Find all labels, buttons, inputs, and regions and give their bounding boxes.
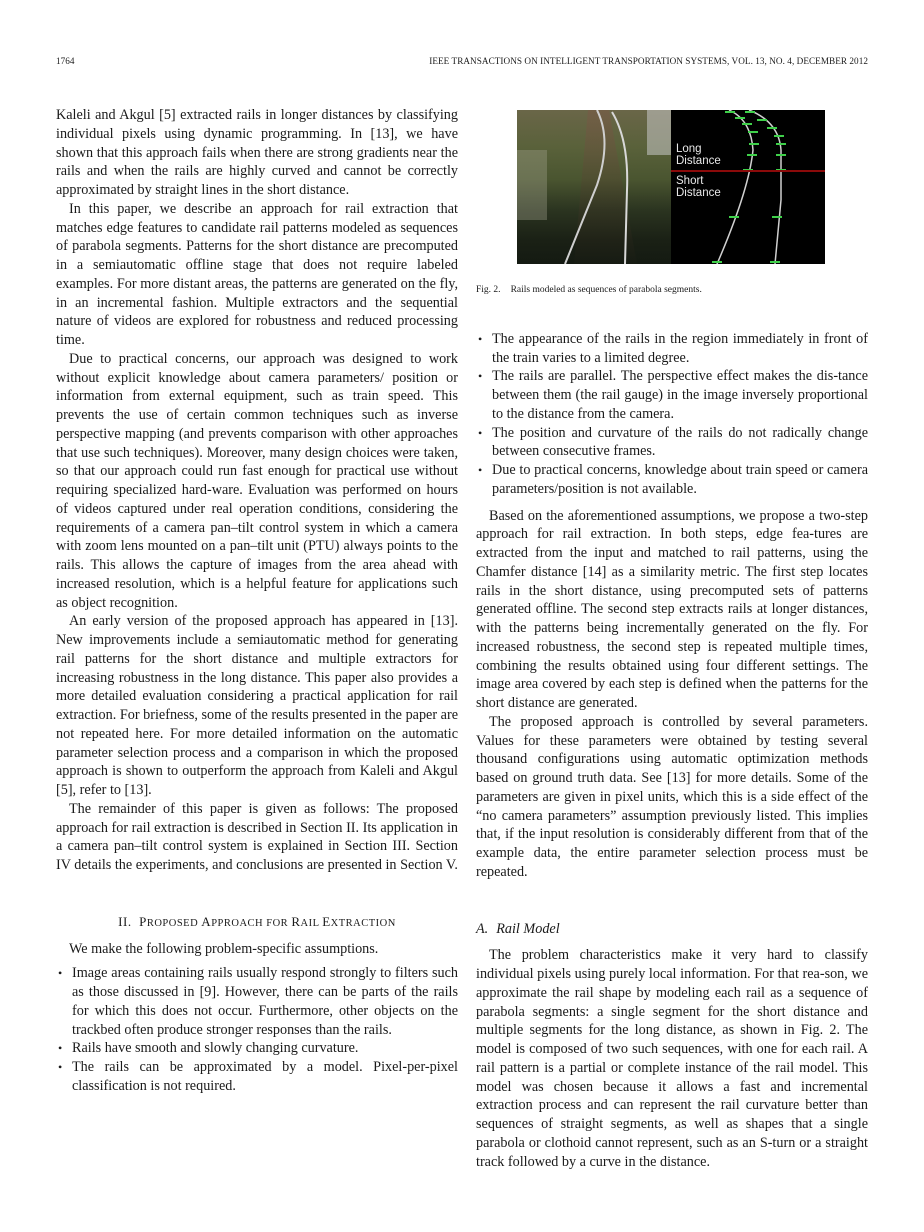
paragraph: Kaleli and Akgul [5] extracted rails in longer distances by classifying individual pixels using dynamic programming. In [13], we have shown that this approach fails when there are strong gradients near the rails and when the rails are highly curved and cannot be correctly approximated by straight lines in the short distance. — [56, 107, 458, 198]
photo-rails-graphic — [517, 110, 671, 264]
list-item: • The rails are parallel. The perspective effect makes the dis-tance between them (the rail gauge) in the image inversely proportional to the distance from the camera. — [476, 367, 868, 423]
left-column — [56, 106, 458, 1096]
running-header — [56, 56, 868, 70]
list-item: • The rails can be approximated by a model. Pixel-per-pixel classification is not required. — [56, 1058, 458, 1096]
paragraph: Based on the aforementioned assumptions, we propose a two-step approach for rail extraction. In both steps, edge fea-tures are extracted from the input and matched to rail patterns, using the Chamfer distance [14] as a similarity metric. The first step locates rails in the short distance, using precomputed sets of patterns generated offline. The second step extracts rails at longer distances, with the patterns being incrementally generated on the fly. For increased robustness, the second step is repeated multiple times, combining the results obtained using four different settings. The image area covered by each step is defined when the patterns for the short distance are generated. — [476, 507, 868, 711]
list-item: • The position and curvature of the rails do not radically change between consecutive frames. — [476, 424, 868, 462]
paragraph: In this paper, we describe an approach for rail extraction that matches edge features to candidate rail patterns modeled as sequences of parabola segments. Patterns for the short distance are precomputed in a semiautomatic offline stage that does not require labeled examples. For more distant areas, the patterns are generated on the fly, in an incremental fashion. Multiple extractors and the sequential nature of videos are explored for robustness and reduced processing time. — [56, 200, 458, 348]
assumptions-list — [56, 964, 458, 1095]
paragraph: The proposed approach is controlled by several parameters. Values for these parameters were obtained by testing several thousand configurations using automatic optimization methods based on ground truth data. See [13] for more details. Some of the parameters are given in pixel units, which this is a side effect of the “no camera parameters” assumption previously listed. This implies that, if the input resolution is considerably different from that of the example data, the entire parameter selection process must be repeated. — [476, 713, 868, 880]
list-item: • Due to practical concerns, knowledge about train speed or camera parameters/position is not available. — [476, 461, 868, 499]
label-short: Short — [676, 175, 704, 187]
list-item: • Rails have smooth and slowly changing curvature. — [56, 1039, 458, 1058]
section-title: PROPOSED APPROACH FOR RAIL EXTRACTION — [139, 913, 396, 929]
label-distance-long: Distance — [676, 155, 721, 167]
subsection-heading — [476, 920, 868, 939]
rail-model-diagram — [671, 110, 825, 264]
paragraph: An early version of the proposed approach has appeared in [13]. New improvements include a semiautomatic method for generating rail patterns for the short distance and multiple extractors for increasing robustness in the long distance. This paper also provides a more detailed evaluation considering a practical application for rail extraction. For briefness, some of the results presented in the paper are not repeated here. For more detailed information on the automatic parameter selection process and a comparison in which the proposed approach is shown to outperform the approach from Kaleli and Akgul [5], refer to [13]. — [56, 613, 458, 798]
figure-rail-model — [517, 110, 825, 264]
paragraph: The remainder of this paper is given as follows: The proposed approach for rail extraction is described in Section II. Its application in a camera pan–tilt control system is explained in Section III. Section IV details the experiments, and conclusions are presented in Section V. — [56, 800, 458, 873]
assumptions-list-continued — [476, 330, 868, 499]
paragraph: Due to practical concerns, our approach was designed to work without explicit knowledge about camera parameters/ position or information from external equipment, such as train speed. This prevents the use of certain common techniques such as inverse perspective mapping (and prevents comparison with other approaches that use such techniques). Moreover, many design choices were taken, so that our approach could run fast enough for practical use without requiring specialized hard-ware. Evaluation was performed on hours of videos captured under real operation conditions, considering the requirements of a camera pan–tilt control system in which a camera with zoom lens mounted on a pan–tilt unit (PTU) always points to the rails. This allows the capture of images from the area ahead with increased resolution, which is a helpful feature for applications such as object recognition. — [56, 350, 458, 611]
journal-title: IEEE TRANSACTIONS ON INTELLIGENT TRANSPORTATION SYSTEMS, VOL. 13, NO. 4, DECEMBER 2012 — [429, 56, 868, 66]
subsection-number: A. — [476, 920, 489, 937]
label-distance-short: Distance — [676, 187, 721, 199]
paragraph: The problem characteristics make it very hard to classify individual pixels using purely local information. For that rea-son, we approximate the rail shape by modeling each rail as a sequence of parabola segments: a single segment for the short distance and multiple segments for the long distance, as shown in Fig. 2. The model is composed of two such sequences, with one for each rail. A rail pattern is a partial or complete instance of the rail model. This model was chosen because it allows a fast and incremental extraction process and can represent the rail curvature better than sequences of straight segments, as well as shapes that a single parabola or clothoid cannot represent, such as an S-turn or a straight track followed by a curve in the distance. — [476, 947, 868, 1170]
section-intro: We make the following problem-specific assumptions. — [69, 940, 379, 957]
section-number: II. — [118, 913, 132, 929]
label-long: Long — [676, 143, 702, 155]
rail-photo — [517, 110, 671, 264]
figure-caption — [476, 281, 868, 300]
figure-number: Fig. 2. — [476, 285, 501, 295]
figure-caption-text: Rails modeled as sequences of parabola segments. — [510, 285, 702, 295]
distance-separator-line — [671, 170, 825, 172]
right-column — [476, 106, 868, 1171]
list-item: • The appearance of the rails in the region immediately in front of the train varies to a limited degree. — [476, 330, 868, 368]
list-item: • Image areas containing rails usually respond strongly to filters such as those discussed in [9]. However, there can be parts of the rails for which this does not occur. Furthermore, other objects on the trackbed often produce stronger responses than the rails. — [56, 964, 458, 1039]
page-number: 1764 — [56, 56, 75, 66]
subsection-title: Rail Model — [496, 920, 560, 937]
section-heading — [56, 913, 458, 934]
